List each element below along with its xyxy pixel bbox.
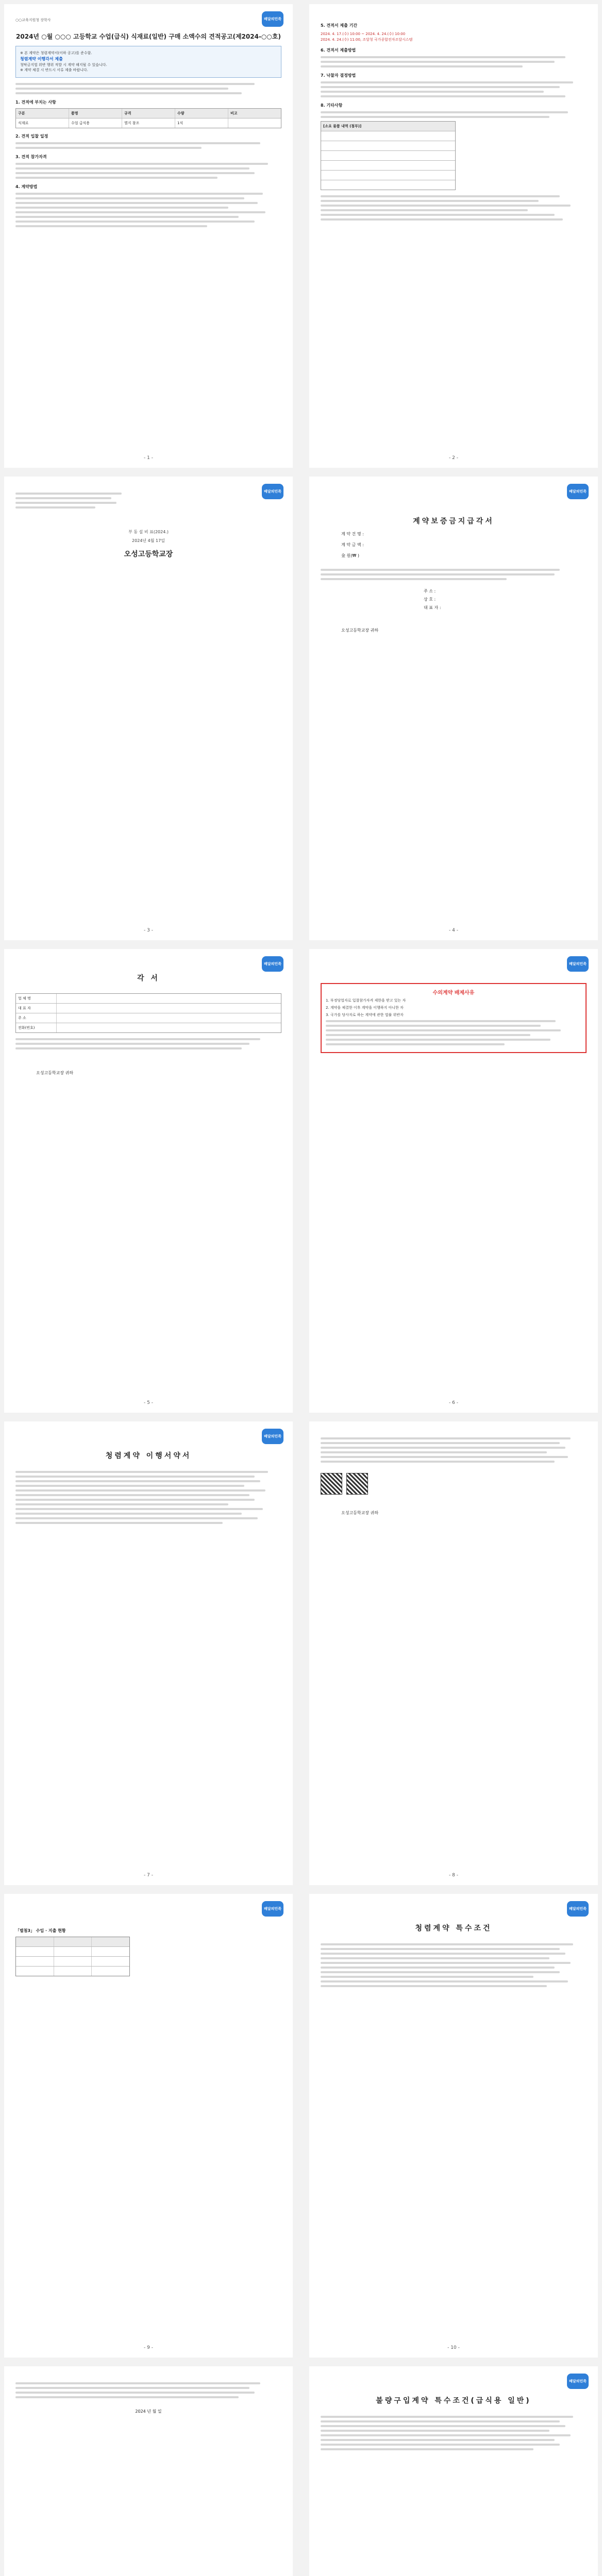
- page-1: [4, 4, 293, 468]
- addressee: 오성고등학교장 귀하: [36, 1071, 74, 1075]
- brand-logo: 배달의민족: [262, 11, 283, 27]
- banner-line: 청탁금지법 위반 행위 적발 시 계약 해지될 수 있습니다.: [20, 62, 107, 67]
- page-number: - 3 -: [144, 928, 153, 933]
- page-10: [309, 1894, 598, 2358]
- table-title: 「별첨3」 수입 · 지출 현황: [15, 1928, 66, 1933]
- section-heading: 2. 견적 입찰 일정: [15, 133, 48, 139]
- open-line: 2024. 4. 24.(수) 11:00, 조달청 국가종합전자조달시스템: [321, 37, 413, 42]
- notice-banner: [15, 46, 281, 78]
- addressee: 오성고등학교장 귀하: [341, 628, 379, 633]
- page-number: - 2 -: [449, 455, 458, 461]
- page-12: [309, 2366, 598, 2576]
- brand-logo: 배달의민족: [567, 2374, 589, 2389]
- form-title: 각 서: [137, 974, 160, 982]
- table-header: 비고: [228, 109, 281, 118]
- exclusion-box: [321, 983, 587, 1053]
- header-note: ○○교육지원청 장학사: [15, 18, 51, 22]
- page-4: [309, 477, 598, 940]
- brand-logo: 배달의민족: [262, 484, 283, 499]
- page-8: [309, 1421, 598, 1885]
- exclusion-item: 1. 부정당업자로 입찰참가자격 제한을 받고 있는 자: [326, 998, 406, 1003]
- section-heading: 1. 견적에 부치는 사항: [15, 99, 56, 105]
- brand-logo: 배달의민족: [567, 484, 589, 499]
- table-row: 식재료 수업 급식용 별지 참조 1식: [16, 118, 281, 128]
- doc-subtitle: 부 동 설 비 표(2024.): [128, 530, 169, 534]
- table-title: [소요 물품 내역 (첨부)]: [321, 122, 455, 131]
- banner-line: ※ 본 계약은 청렴계약서(이하 공고)를 준수함.: [20, 51, 92, 55]
- box-title: 수의계약 배제사유: [432, 990, 475, 996]
- sign-date: 2024 년 월 일: [135, 2409, 162, 2414]
- banner-line: ※ 계약 체결 시 반드시 서류 제출 바랍니다.: [20, 68, 88, 72]
- brand-logo: 배달의민족: [262, 1901, 283, 1917]
- form-title: 청렴계약 특수조건: [415, 1924, 492, 1933]
- form-title: 불량구입계약 특수조건(급식용 일반): [376, 2397, 531, 2405]
- page-7: [4, 1421, 293, 1885]
- contract-name-label: 계 약 건 명 :: [341, 532, 364, 536]
- contract-amount-label: 계 약 금 액 :: [341, 543, 364, 547]
- page-number: - 8 -: [449, 1873, 458, 1878]
- page-6: [309, 949, 598, 1413]
- section-heading: 8. 기타사항: [321, 103, 343, 108]
- qr-codes: [321, 1473, 587, 1495]
- date-line: 2024. 4. 17.(수) 10:00 ~ 2024. 4. 24.(수) 10:00: [321, 32, 406, 36]
- section-heading: 4. 계약방법: [15, 184, 38, 189]
- brand-logo: 배달의민족: [262, 1429, 283, 1444]
- page-number: - 6 -: [449, 1400, 458, 1405]
- page-title: 2024년 ○월 ○○○ 고등학교 수업(급식) 식재료(일반) 구매 소액수의 견적공고(제2024-○○호): [16, 33, 281, 40]
- page-3: [4, 477, 293, 940]
- page-11: [4, 2366, 293, 2576]
- page-number: - 5 -: [144, 1400, 153, 1405]
- brand-logo: 배달의민족: [567, 956, 589, 972]
- page-number: - 1 -: [144, 455, 153, 461]
- banner-highlight: 청렴계약 이행각서 제출: [20, 56, 63, 61]
- brand-logo: 배달의민족: [262, 956, 283, 972]
- addressee: 오성고등학교장 귀하: [341, 1511, 379, 1515]
- qr-code-icon: [321, 1473, 342, 1495]
- brand-logo: 배달의민족: [567, 1901, 589, 1917]
- table-header: 규격: [122, 109, 175, 118]
- page-number: - 4 -: [449, 928, 458, 933]
- contract-amount-value: 金 원(₩ ): [341, 553, 359, 558]
- items-list-table: [321, 121, 456, 190]
- table-header: 구분: [16, 109, 69, 118]
- table-header: 수량: [175, 109, 228, 118]
- company-info-table: 업 체 명 대 표 자 주 소 전화(번호): [15, 993, 281, 1033]
- school-name: 오성고등학교장: [124, 550, 173, 558]
- qr-code-icon: [346, 1473, 368, 1495]
- page-9: [4, 1894, 293, 2358]
- exclusion-item: 2. 계약을 체결한 이후 계약을 이행하지 아니한 자: [326, 1006, 404, 1010]
- page-number: - 9 -: [144, 2345, 153, 2350]
- section-heading: 5. 견적서 제출 기간: [321, 23, 358, 28]
- section-heading: 7. 낙찰자 결정방법: [321, 73, 356, 78]
- page-number: - 10 -: [447, 2345, 460, 2350]
- table-header: 품명: [69, 109, 122, 118]
- income-table: [15, 1937, 130, 1976]
- page-number: - 7 -: [144, 1873, 153, 1878]
- form-title: 계약보증금지급각서: [413, 517, 494, 526]
- form-title: 청렴계약 이행서약서: [105, 1452, 192, 1460]
- doc-date: 2024년 4월 17일: [132, 538, 165, 543]
- items-table: [15, 108, 281, 128]
- page-2: [309, 4, 598, 468]
- exclusion-item: 3. 국가를 당사자로 하는 계약에 관한 법률 위반자: [326, 1013, 404, 1017]
- signer-block: 주 소 : 상 호 : 대 표 자 :: [424, 589, 441, 610]
- page-5: [4, 949, 293, 1413]
- section-heading: 6. 견적서 제출방법: [321, 48, 356, 53]
- section-heading: 3. 견적 참가자격: [15, 154, 47, 159]
